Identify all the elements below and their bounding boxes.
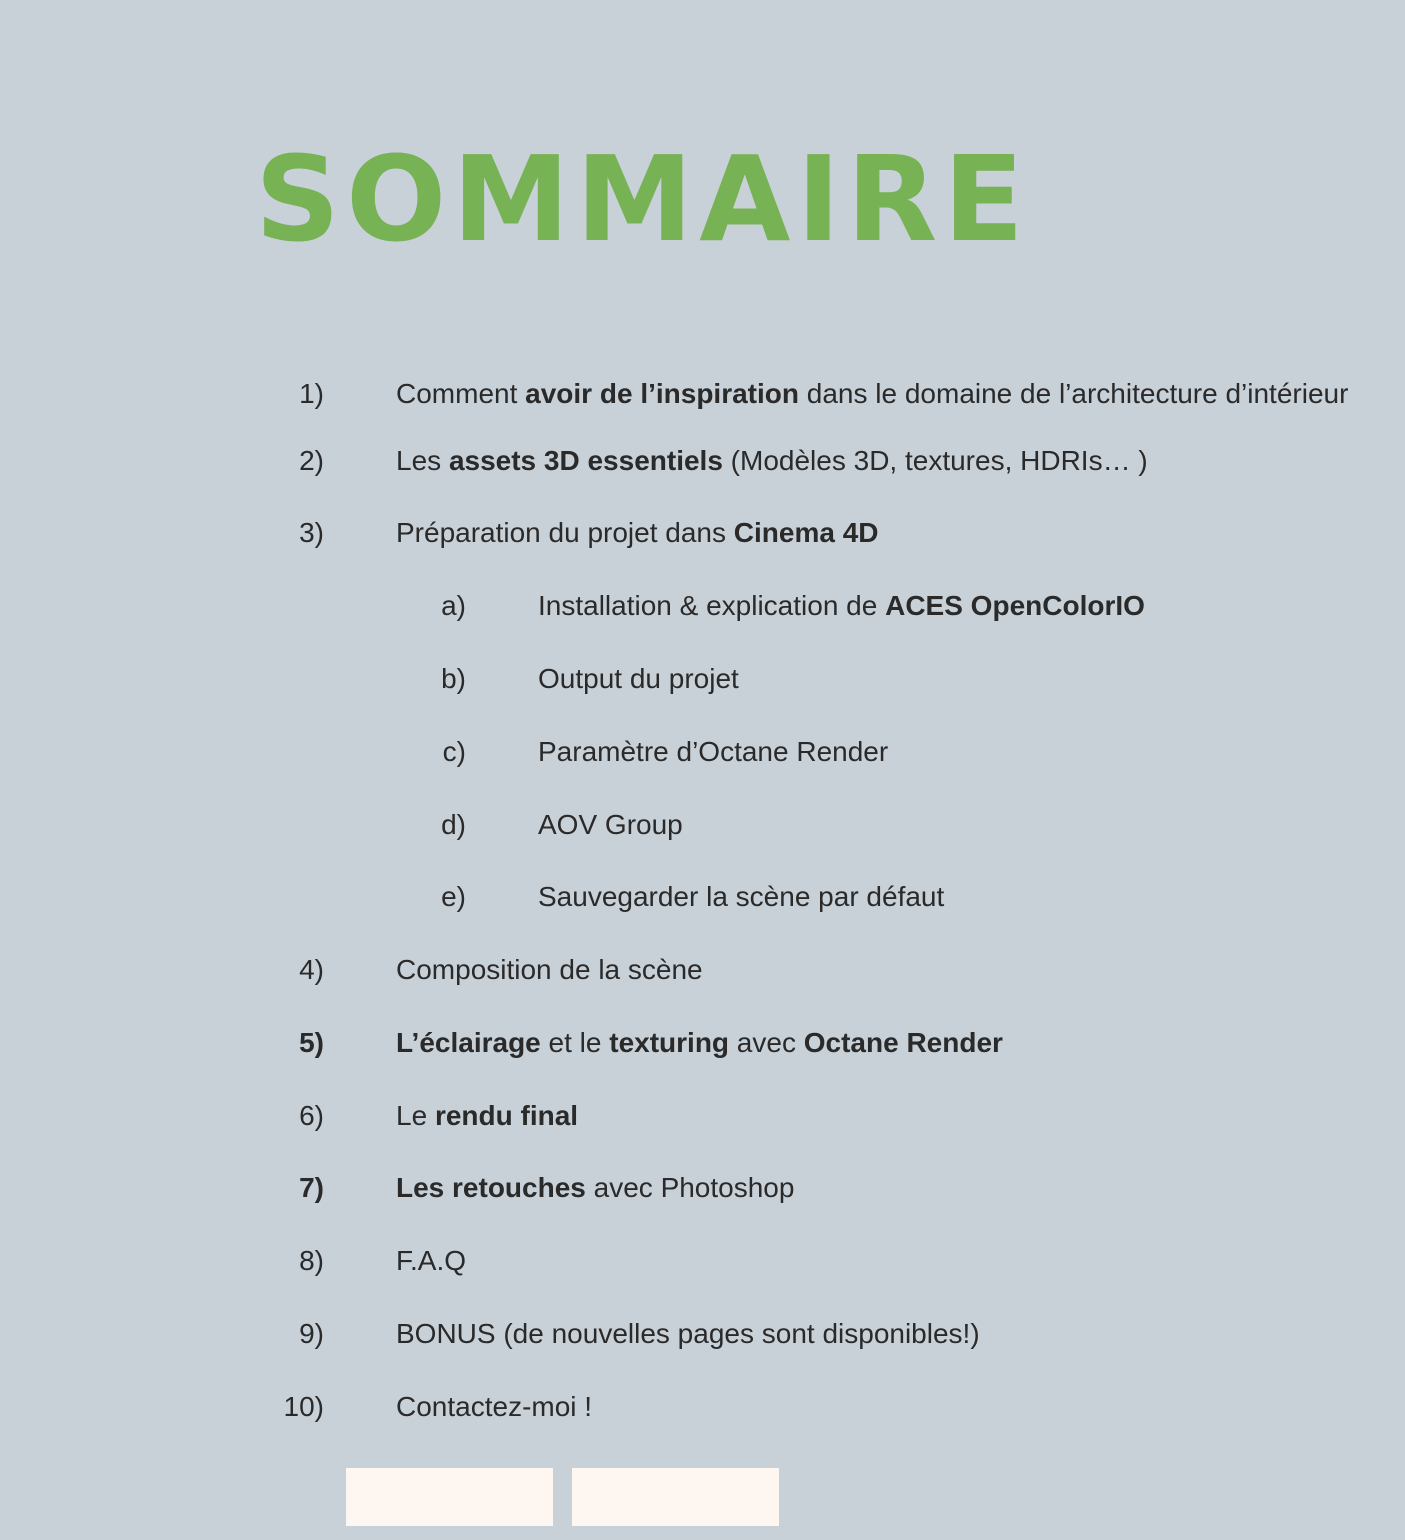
toc-item-label (396, 1102, 578, 1130)
toc-item-label (396, 1247, 466, 1275)
toc-label-bold-part: L’éclairage (396, 1027, 541, 1058)
toc-label-part: avec Photoshop (585, 1172, 795, 1203)
toc-item[interactable] (0, 1102, 1405, 1142)
toc-label-part: Installation & explication de (538, 590, 886, 621)
toc-label-part: Préparation du projet dans (396, 517, 734, 548)
toc-label-part: F.A.Q (396, 1245, 467, 1276)
toc-item-number: 8) (299, 1245, 324, 1276)
toc-label-bold-part: Cinema 4D (733, 517, 879, 548)
toc-label-part: Output du projet (538, 663, 739, 694)
toc-label-part: Sauvegarder la scène par défaut (538, 881, 945, 912)
toc-item-number: 2) (299, 445, 324, 476)
toc-label-part: Le (396, 1100, 435, 1131)
toc-item-label (396, 519, 879, 547)
toc-item-label (538, 811, 683, 839)
toc-item-number: c) (442, 736, 466, 767)
toc-item[interactable] (0, 1320, 1405, 1360)
toc-item-number: 3) (299, 517, 324, 548)
toc-item[interactable] (0, 1029, 1405, 1069)
toc-subitem[interactable] (0, 883, 1405, 923)
toc-label-bold-part: assets 3D essentiels (448, 445, 723, 476)
toc-subitem[interactable] (0, 811, 1405, 851)
toc-item-number: a) (441, 590, 466, 621)
toc-item-number: 7) (299, 1172, 324, 1203)
toc-item[interactable] (0, 519, 1405, 559)
toc-item[interactable] (0, 447, 1405, 487)
nav-button-right[interactable] (572, 1468, 779, 1526)
toc-item-label (396, 956, 703, 984)
toc-label-part: BONUS (de nouvelles pages sont disponibles!) (396, 1318, 980, 1349)
toc-item[interactable] (0, 1174, 1405, 1214)
toc-item-number: 10) (283, 1391, 324, 1422)
toc-item-label (396, 1320, 980, 1348)
toc-item-label (538, 738, 888, 766)
toc-label-part: avec (729, 1027, 804, 1058)
toc-item-number: 4) (299, 954, 324, 985)
toc-label-bold-part: Octane Render (803, 1027, 1003, 1058)
toc-item-number: e) (441, 881, 466, 912)
toc-item-number: 9) (299, 1318, 324, 1349)
toc-label-part: Les (396, 445, 449, 476)
toc-item-number: 6) (299, 1100, 324, 1131)
toc-item-label (396, 1029, 1003, 1057)
toc-item-label (396, 380, 1348, 408)
toc-label-bold-part: ACES OpenColorIO (885, 590, 1145, 621)
toc-label-part: AOV Group (538, 809, 683, 840)
toc-label-part: Composition de la scène (396, 954, 703, 985)
toc-item[interactable] (0, 1393, 1405, 1433)
toc-item-number: d) (441, 809, 466, 840)
toc-item[interactable] (0, 956, 1405, 996)
toc-label-bold-part: Les retouches (396, 1172, 586, 1203)
toc-label-part: Comment (396, 378, 526, 409)
toc-subitem[interactable] (0, 738, 1405, 778)
toc-subitem[interactable] (0, 592, 1405, 632)
toc-label-bold-part: rendu final (434, 1100, 579, 1131)
toc-item[interactable] (0, 380, 1405, 420)
toc-label-part: Paramètre d’Octane Render (538, 736, 889, 767)
toc-item-label (538, 883, 944, 911)
toc-item-number: 5) (299, 1027, 324, 1058)
toc-item-label (538, 665, 739, 693)
toc-item-label (396, 1393, 592, 1421)
toc-label-bold-part: avoir de l’inspiration (525, 378, 799, 409)
toc-label-bold-part: texturing (609, 1027, 730, 1058)
toc-label-part: dans le domaine de l’architecture d’intérieur (799, 378, 1349, 409)
toc-label-part: et le (540, 1027, 610, 1058)
toc-item[interactable] (0, 1247, 1405, 1287)
toc-item-label (396, 1174, 794, 1202)
toc-item-label (396, 447, 1148, 475)
nav-button-left[interactable] (346, 1468, 553, 1526)
toc-item-number: 1) (299, 378, 324, 409)
toc-label-part: (Modèles 3D, textures, HDRIs… ) (722, 445, 1148, 476)
toc-item-number: b) (441, 663, 466, 694)
page-title: SOMMAIRE (255, 130, 1030, 268)
toc-subitem[interactable] (0, 665, 1405, 705)
toc-label-part: Contactez-moi ! (396, 1391, 593, 1422)
toc-item-label (538, 592, 1145, 620)
